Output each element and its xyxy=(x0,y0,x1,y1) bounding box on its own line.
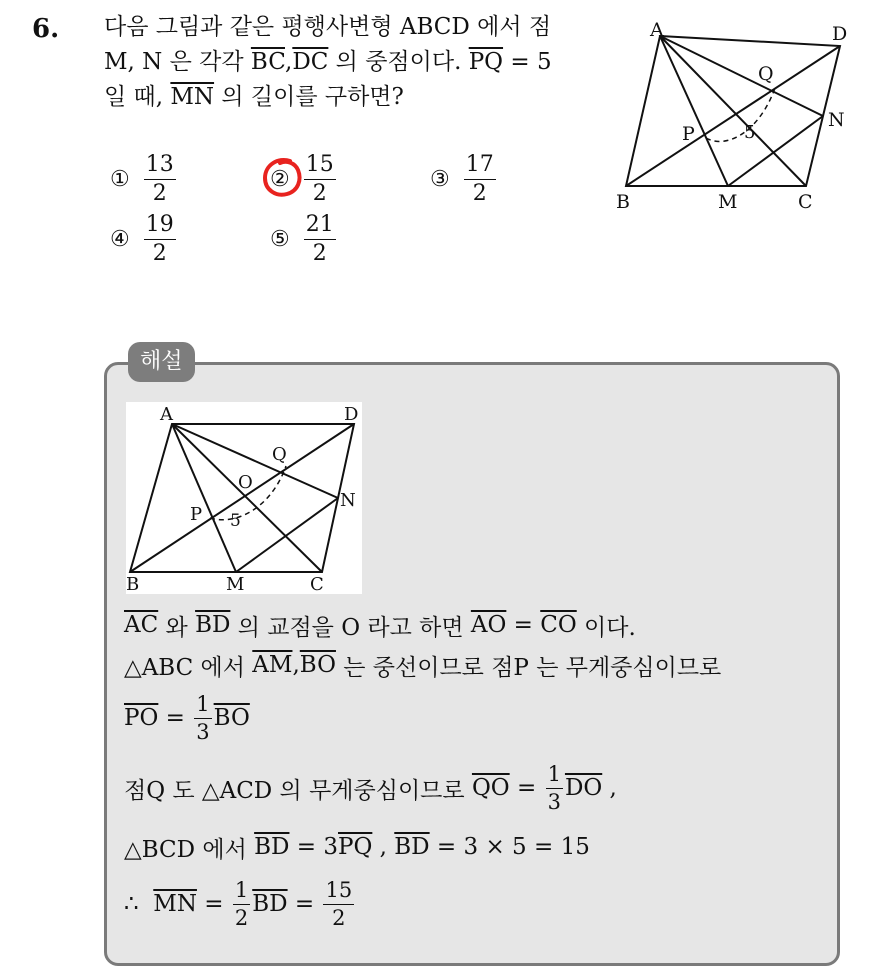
sol1-ao: $\overline{AO}$ xyxy=(470,612,507,638)
solution-tab: 해설 xyxy=(128,342,195,382)
sol6-den: 2 xyxy=(234,905,249,930)
solution-line-1 xyxy=(124,608,636,642)
sol3-num: 1 xyxy=(194,694,211,719)
choice-4[interactable] xyxy=(110,214,176,265)
sol6-den2: 2 xyxy=(332,905,346,930)
segment-mn: $\overline{MN}$ xyxy=(170,84,215,110)
choice-2-marker: ② xyxy=(270,167,290,192)
question-line-1 xyxy=(104,10,552,45)
choice-2-fraction xyxy=(304,154,336,205)
solution-line-4 xyxy=(124,760,617,816)
parallelogram-figure xyxy=(610,18,860,218)
sol6-eq2: = xyxy=(287,891,322,917)
sol4-fraction xyxy=(546,761,563,814)
sol4-qo: $\overline{QO}$ xyxy=(471,775,510,801)
sol5-t1: △BCD 에서 xyxy=(124,836,255,863)
fig2-label-m: M xyxy=(226,574,245,594)
answer-circle-mark xyxy=(260,154,306,200)
choice-1-den: 2 xyxy=(152,181,167,206)
sol5-pq: $\overline{PQ}$ xyxy=(338,834,373,860)
question-line-3 xyxy=(104,80,552,115)
fig1-line-bd xyxy=(626,46,840,186)
fig1-label-b: B xyxy=(616,191,630,213)
sol5-bd2: $\overline{BD}$ xyxy=(394,834,430,860)
sol5-t4: = 3 × 5 = 15 xyxy=(429,834,590,860)
question-number: 6. xyxy=(32,14,60,44)
choice-1-num: 13 xyxy=(144,154,176,180)
q2-comma: , xyxy=(285,49,293,75)
sol1-eq: = xyxy=(506,612,541,638)
fig1-line-ac xyxy=(660,36,806,186)
fig1-label-a: A xyxy=(650,19,664,41)
sol6-num2: 15 xyxy=(323,880,354,905)
sol1-t1: 와 xyxy=(158,614,196,641)
choice-4-den: 2 xyxy=(152,241,167,266)
choice-4-num: 19 xyxy=(144,214,176,240)
fig2-label-c: C xyxy=(310,574,324,594)
choice-3-fraction xyxy=(464,154,496,205)
choice-1[interactable] xyxy=(110,154,176,205)
sol6-bd: $\overline{BD}$ xyxy=(252,891,288,917)
sol3-den: 3 xyxy=(196,719,210,744)
segment-pq: $\overline{PQ}$ xyxy=(468,49,504,75)
fig1-label-five: 5 xyxy=(744,122,756,143)
sol4-t2: , xyxy=(602,775,617,801)
q3-pre: 일 때, xyxy=(104,84,171,110)
sol2-am: $\overline{AM}$ xyxy=(252,652,293,678)
sol1-co: $\overline{CO}$ xyxy=(540,612,577,638)
sol4-den: 3 xyxy=(547,789,561,814)
choice-3-num: 17 xyxy=(464,154,496,180)
sol1-bd: $\overline{BD}$ xyxy=(195,612,231,638)
question-line-2 xyxy=(104,45,552,80)
q3-post: 의 길이를 구하면? xyxy=(214,84,404,110)
sol6-num: 1 xyxy=(233,880,250,905)
choice-2-num: 15 xyxy=(304,154,336,180)
fig1-label-m: M xyxy=(718,191,738,213)
q2-eq: = 5 xyxy=(503,49,552,75)
sol6-fraction-half xyxy=(233,877,250,930)
choice-5-num: 21 xyxy=(304,214,336,240)
fig1-label-p: P xyxy=(682,123,695,145)
fig2-label-p: P xyxy=(190,504,203,525)
question-line-1-text: 다음 그림과 같은 평행사변형 ABCD 에서 점 xyxy=(104,14,552,40)
sol5-bd: $\overline{BD}$ xyxy=(254,834,290,860)
fig1-line-am xyxy=(660,36,728,186)
sol2-t1: △ABC 에서 xyxy=(124,654,253,681)
fig2-label-o: O xyxy=(238,472,253,493)
q2-mid: 의 중점이다. xyxy=(328,49,469,75)
fig2-label-n: N xyxy=(340,490,356,511)
fig1-label-q: Q xyxy=(758,63,774,85)
question-text xyxy=(104,10,552,115)
sol1-t2: 의 교점을 O 라고 하면 xyxy=(230,614,471,641)
sol1-ac: $\overline{AC}$ xyxy=(124,612,159,638)
solution-line-3 xyxy=(124,690,250,746)
sol4-do: $\overline{DO}$ xyxy=(564,775,603,801)
sol2-t2: 는 중선이므로 점P 는 무게중심이므로 xyxy=(335,654,722,681)
sol3-po: $\overline{PO}$ xyxy=(124,705,159,731)
sol5-t3: , xyxy=(372,834,395,860)
fig2-label-five: 5 xyxy=(230,511,241,531)
choice-5-den: 2 xyxy=(312,241,327,266)
fig2-label-q: Q xyxy=(272,444,287,465)
sol3-fraction xyxy=(194,691,211,744)
solution-line-6 xyxy=(124,876,356,932)
q2-pre: M, N 은 각각 xyxy=(104,49,251,75)
solution-line-5 xyxy=(124,830,590,864)
sol6-therefore: ∴ xyxy=(124,891,154,917)
fig1-line-an xyxy=(660,36,823,116)
fig1-label-c: C xyxy=(798,191,813,213)
sol6-mn: $\overline{MN}$ xyxy=(153,891,197,917)
choice-5[interactable] xyxy=(270,214,336,265)
solution-line-2 xyxy=(124,648,721,682)
sol3-bo: $\overline{BO}$ xyxy=(213,705,250,731)
choice-1-marker: ① xyxy=(110,167,130,192)
sol4-num: 1 xyxy=(546,764,563,789)
choice-4-fraction xyxy=(144,214,176,265)
choice-3[interactable] xyxy=(430,154,496,205)
choice-1-fraction xyxy=(144,154,176,205)
sol6-eq: = xyxy=(196,891,231,917)
sol4-t1: 점Q 도 △ACD 의 무게중심이므로 xyxy=(124,777,472,804)
solution-figure xyxy=(126,402,362,594)
choice-2-den: 2 xyxy=(312,181,327,206)
sol4-eq: = xyxy=(509,775,544,801)
fig1-label-n: N xyxy=(828,109,845,131)
choice-4-marker: ④ xyxy=(110,227,130,252)
fig2-label-a: A xyxy=(160,404,173,425)
sol1-t3: 이다. xyxy=(576,614,636,641)
sol2-bo: $\overline{BO}$ xyxy=(299,652,336,678)
choice-5-fraction xyxy=(304,214,336,265)
choice-3-den: 2 xyxy=(472,181,487,206)
sol2-comma: , xyxy=(292,652,300,678)
fig2-label-d: D xyxy=(344,404,359,425)
sol5-t2: = 3 xyxy=(289,834,338,860)
segment-dc: $\overline{DC}$ xyxy=(292,49,329,75)
fig1-label-d: D xyxy=(832,23,848,45)
sol6-fraction-answer xyxy=(323,877,354,930)
segment-bc: $\overline{BC}$ xyxy=(250,49,285,75)
choice-3-marker: ③ xyxy=(430,167,450,192)
sol3-eq: = xyxy=(158,705,193,731)
fig2-label-b: B xyxy=(126,574,140,594)
choice-5-marker: ⑤ xyxy=(270,227,290,252)
